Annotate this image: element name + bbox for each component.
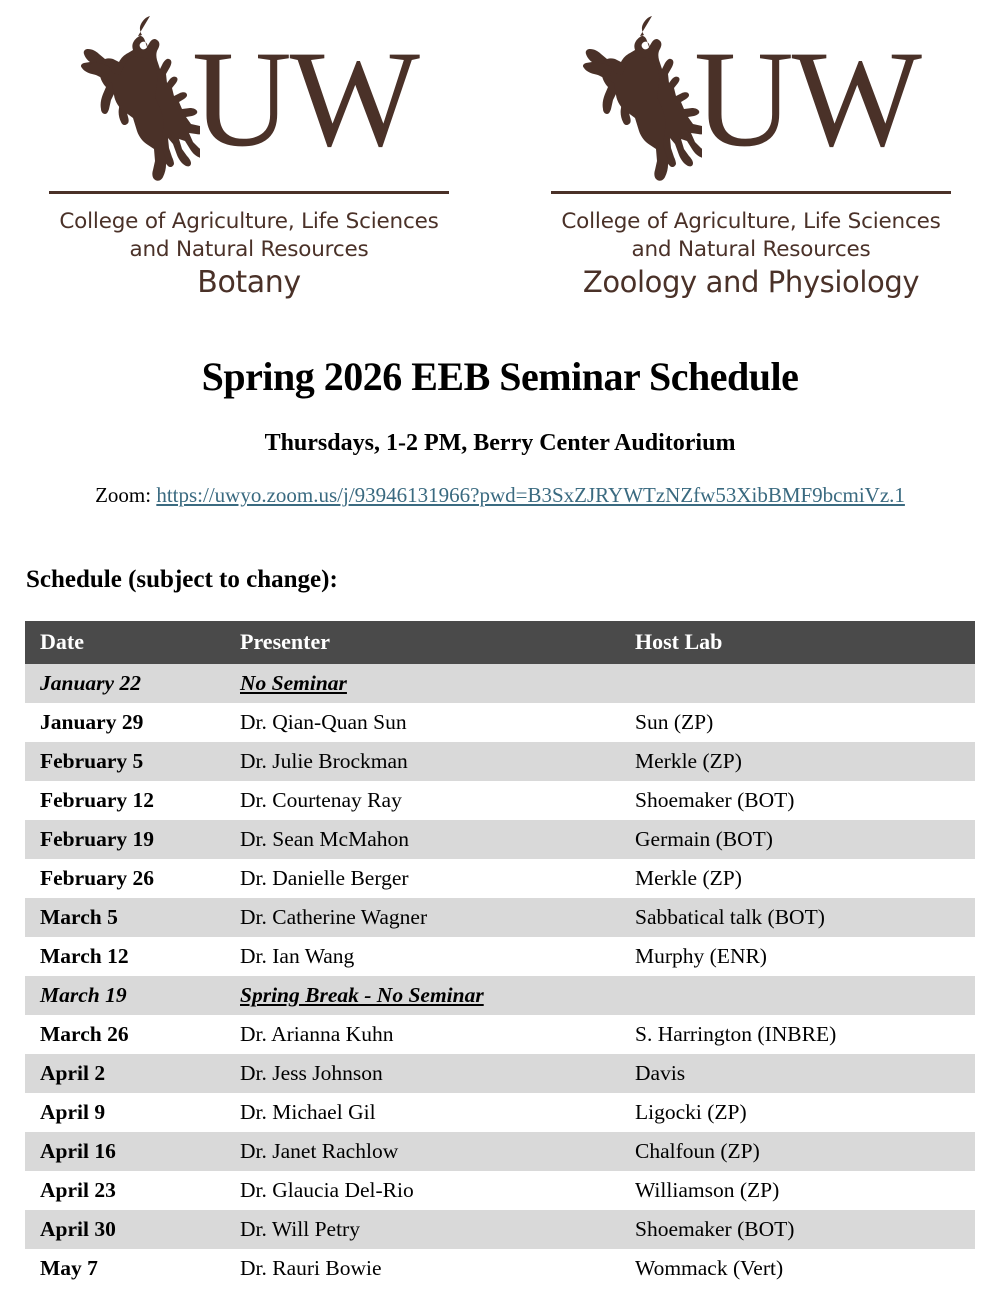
cell-date: March 12 <box>25 937 225 976</box>
table-row <box>25 1015 975 1054</box>
logo-band <box>0 0 1000 325</box>
cell-date: April 23 <box>25 1171 225 1210</box>
college-line-2: and Natural Resources <box>129 236 369 262</box>
table-row <box>25 820 975 859</box>
table-row <box>25 937 975 976</box>
college-line-2: and Natural Resources <box>631 236 871 262</box>
cell-date: March 26 <box>25 1015 225 1054</box>
table-row <box>25 742 975 781</box>
cell-presenter: Dr. Sean McMahon <box>225 820 620 859</box>
cell-date: April 16 <box>25 1132 225 1171</box>
table-row <box>25 1249 975 1288</box>
logo-zoology-physiology <box>526 12 976 299</box>
cell-date: April 2 <box>25 1054 225 1093</box>
logo-mark-botany <box>24 12 474 187</box>
table-row <box>25 1132 975 1171</box>
column-header-presenter: Presenter <box>225 621 620 664</box>
logo-mark-zoology <box>526 12 976 187</box>
cell-presenter: Dr. Catherine Wagner <box>225 898 620 937</box>
page-title: Spring 2026 EEB Seminar Schedule <box>201 354 799 399</box>
cell-presenter: Dr. Julie Brockman <box>225 742 620 781</box>
cell-date: January 22 <box>25 664 225 703</box>
cell-host-lab: Davis <box>620 1054 975 1093</box>
cell-date: May 7 <box>25 1249 225 1288</box>
zoom-line <box>0 483 1000 508</box>
table-row <box>25 859 975 898</box>
cell-presenter: Dr. Janet Rachlow <box>225 1132 620 1171</box>
department-name-botany: Botany <box>197 265 301 301</box>
cell-date: April 9 <box>25 1093 225 1132</box>
table-body <box>25 664 975 1288</box>
cell-host-lab: Chalfoun (ZP) <box>620 1132 975 1171</box>
cell-date: February 5 <box>25 742 225 781</box>
column-header-date: Date <box>25 621 225 664</box>
cell-presenter: Dr. Courtenay Ray <box>225 781 620 820</box>
college-name-zoology <box>561 208 940 263</box>
cell-date: March 5 <box>25 898 225 937</box>
column-header-host-lab: Host Lab <box>620 621 975 664</box>
table-row <box>25 1093 975 1132</box>
uw-wordmark: UW <box>694 22 920 175</box>
cell-host-lab: Ligocki (ZP) <box>620 1093 975 1132</box>
cell-host-lab: Shoemaker (BOT) <box>620 781 975 820</box>
table-row <box>25 1171 975 1210</box>
schedule-table-wrapper <box>25 621 975 1288</box>
cell-presenter: Dr. Will Petry <box>225 1210 620 1249</box>
table-row <box>25 1054 975 1093</box>
schedule-heading: Schedule (subject to change): <box>26 566 338 593</box>
cell-presenter: Dr. Rauri Bowie <box>225 1249 620 1288</box>
cell-host-lab: S. Harrington (INBRE) <box>620 1015 975 1054</box>
cell-host-lab: Sun (ZP) <box>620 703 975 742</box>
cell-date: March 19 <box>25 976 225 1015</box>
college-name-botany <box>59 208 438 263</box>
zoom-label: Zoom: <box>95 483 152 507</box>
cell-host-lab: Germain (BOT) <box>620 820 975 859</box>
cell-host-lab: Murphy (ENR) <box>620 937 975 976</box>
cell-presenter: Dr. Michael Gil <box>225 1093 620 1132</box>
logo-botany <box>24 12 474 300</box>
page-subtitle: Thursdays, 1-2 PM, Berry Center Auditorium <box>264 430 736 456</box>
cell-presenter: Dr. Danielle Berger <box>225 859 620 898</box>
cell-presenter: Dr. Ian Wang <box>225 937 620 976</box>
cell-host-lab <box>620 976 975 1015</box>
cell-host-lab: Williamson (ZP) <box>620 1171 975 1210</box>
cell-presenter: Dr. Qian-Quan Sun <box>225 703 620 742</box>
table-row <box>25 976 975 1015</box>
department-name-zoology: Zoology and Physiology <box>582 265 920 300</box>
college-line-1: College of Agriculture, Life Sciences <box>59 209 439 234</box>
table-row <box>25 781 975 820</box>
schedule-table <box>25 621 975 1288</box>
cell-presenter: No Seminar <box>225 664 620 703</box>
cell-date: January 29 <box>25 703 225 742</box>
cell-date: April 30 <box>25 1210 225 1249</box>
cell-date: February 26 <box>25 859 225 898</box>
cell-presenter: Dr. Jess Johnson <box>225 1054 620 1093</box>
cell-date: February 12 <box>25 781 225 820</box>
brand-divider-rule <box>551 191 951 194</box>
zoom-meeting-link[interactable]: https://uwyo.zoom.us/j/93946131966?pwd=B3SxZJRYWTzNZfw53XibBMF9bcmiVz.1 <box>156 483 905 507</box>
table-header-row <box>25 621 975 664</box>
cell-presenter: Dr. Arianna Kuhn <box>225 1015 620 1054</box>
uw-wordmark: UW <box>192 22 418 175</box>
table-row <box>25 664 975 703</box>
cell-date: February 19 <box>25 820 225 859</box>
table-row <box>25 1210 975 1249</box>
cell-presenter: Dr. Glaucia Del-Rio <box>225 1171 620 1210</box>
cell-host-lab: Merkle (ZP) <box>620 859 975 898</box>
table-row <box>25 703 975 742</box>
cell-host-lab: Shoemaker (BOT) <box>620 1210 975 1249</box>
cell-host-lab <box>620 664 975 703</box>
cell-presenter: Spring Break - No Seminar <box>225 976 620 1015</box>
bucking-horse-icon <box>80 12 200 187</box>
table-row <box>25 898 975 937</box>
cell-host-lab: Sabbatical talk (BOT) <box>620 898 975 937</box>
table-header <box>25 621 975 664</box>
cell-host-lab: Wommack (Vert) <box>620 1249 975 1288</box>
brand-divider-rule <box>49 191 449 194</box>
cell-host-lab: Merkle (ZP) <box>620 742 975 781</box>
bucking-horse-icon <box>582 12 702 187</box>
college-line-1: College of Agriculture, Life Sciences <box>561 209 941 234</box>
